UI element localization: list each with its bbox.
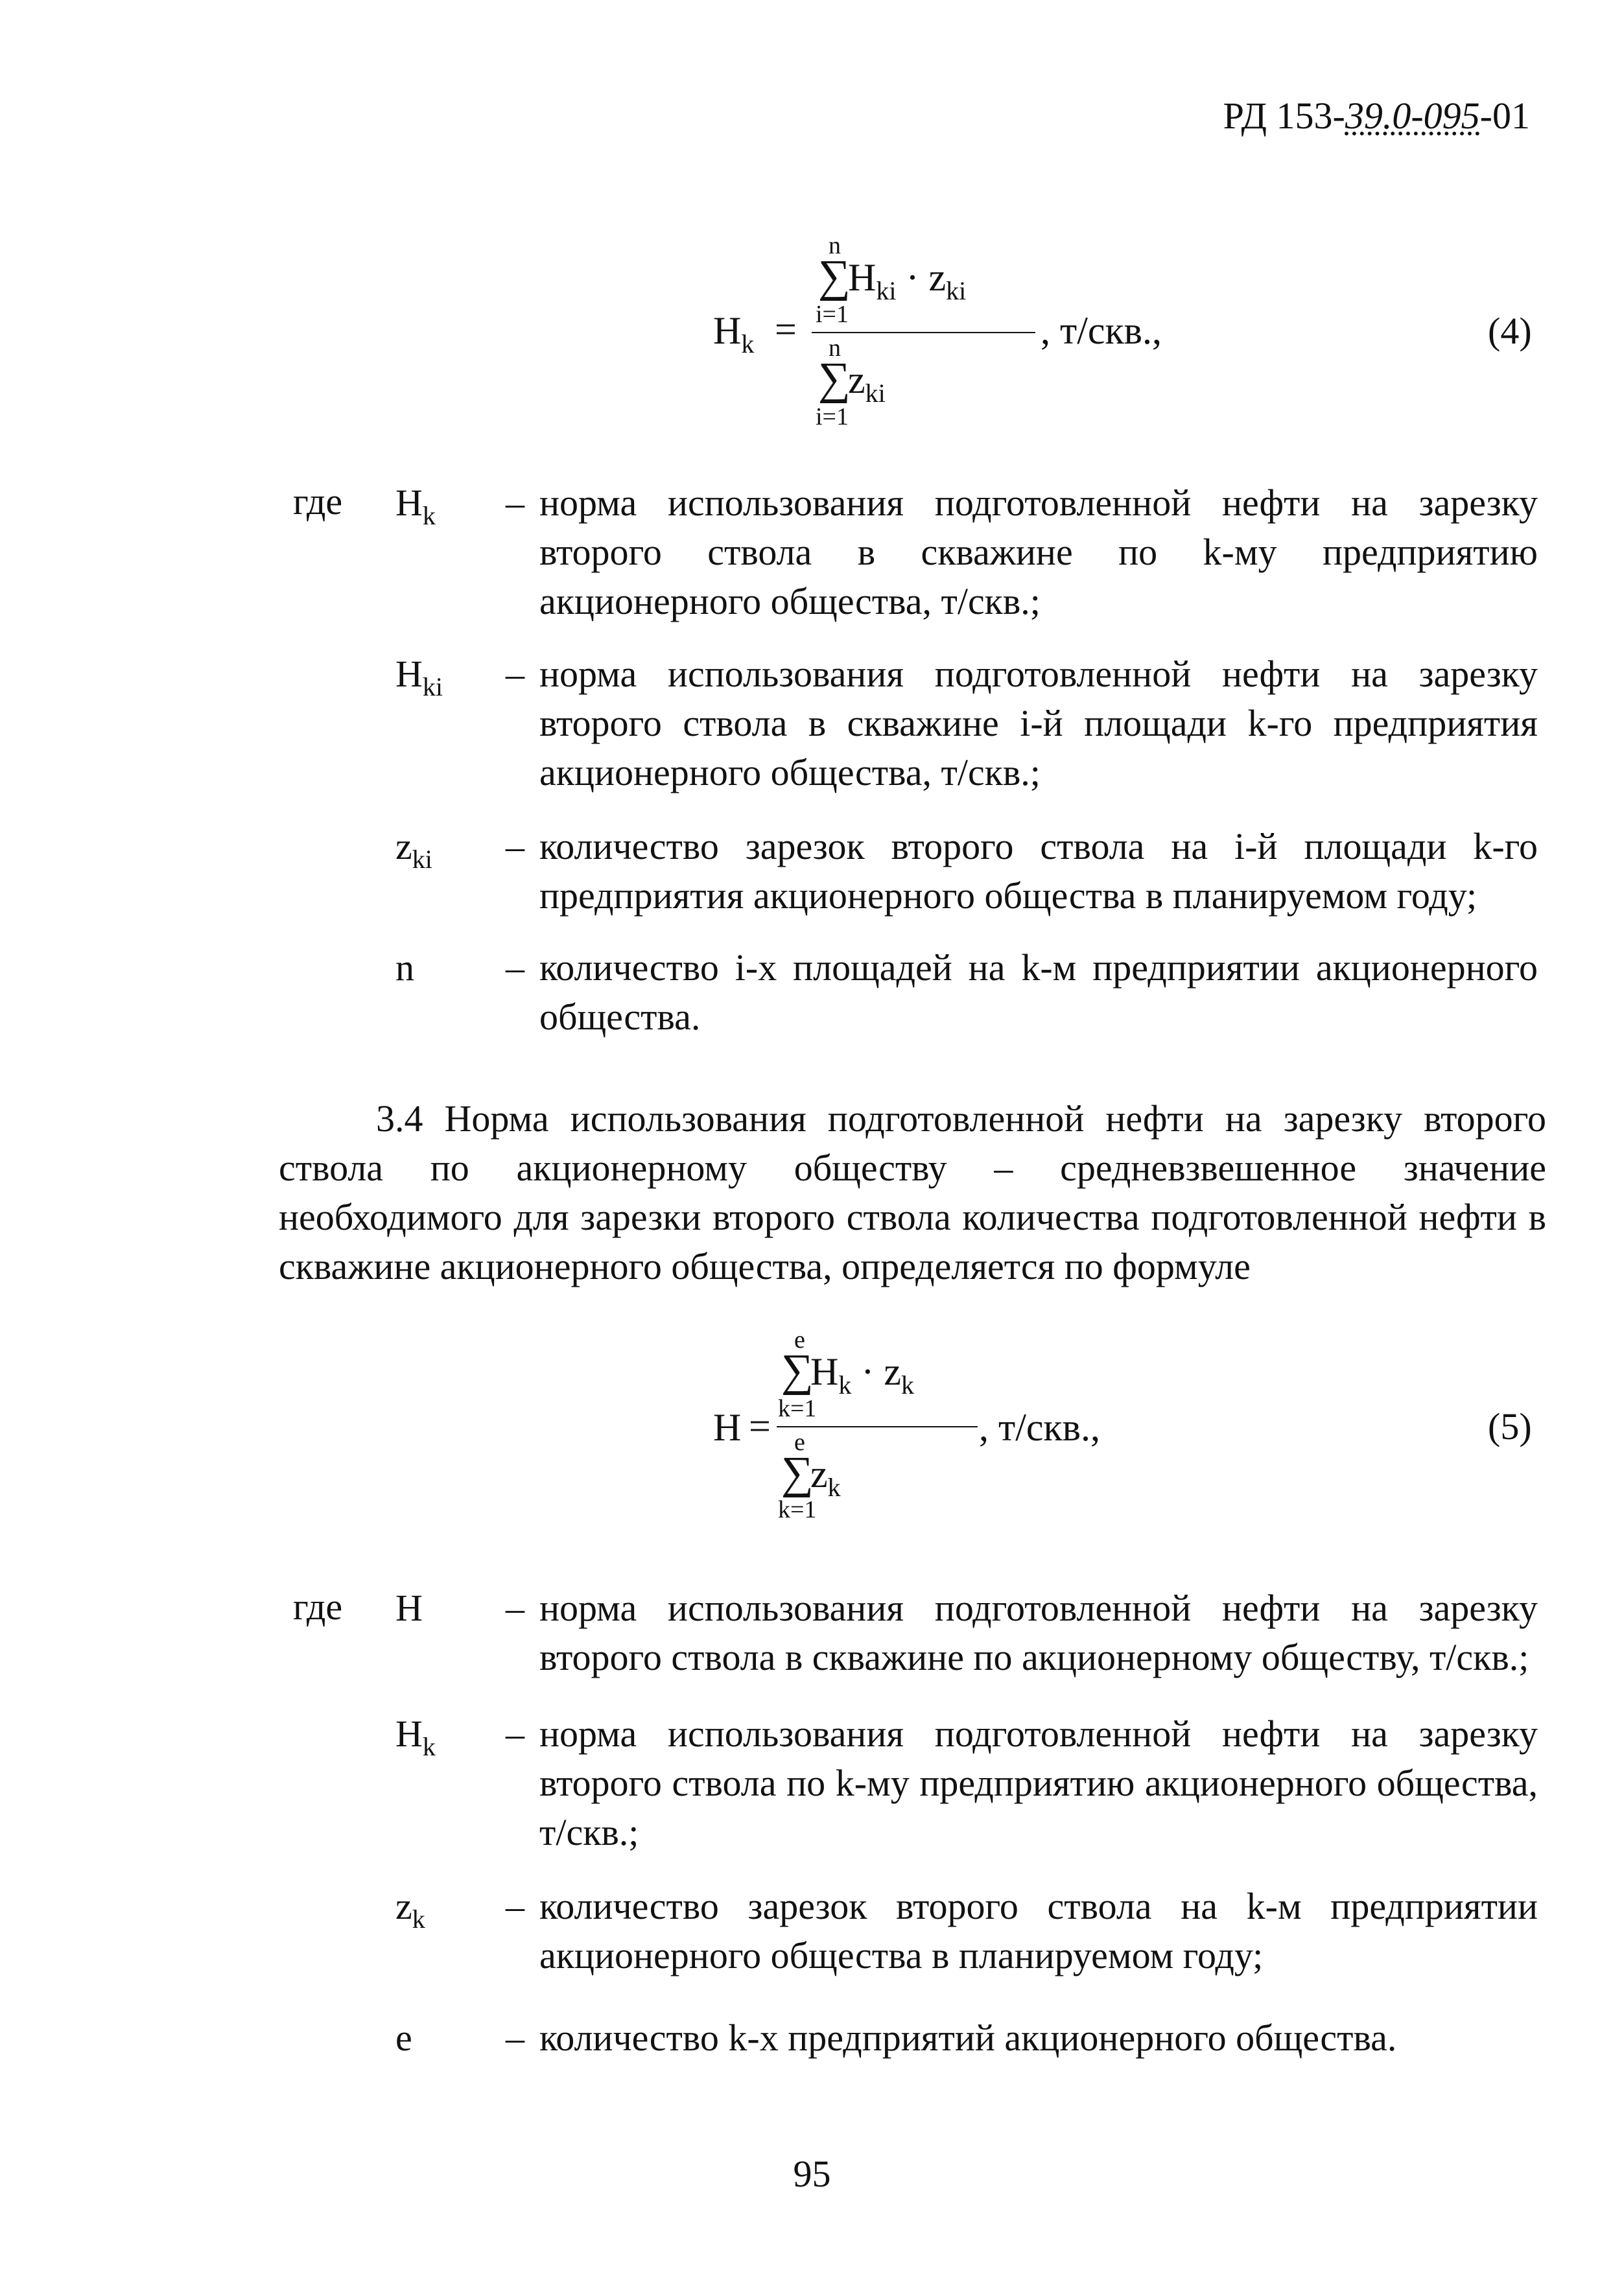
formula-4-unit: , т/скв., [1041,309,1162,352]
formula-5-den-lower-limit: k=1 [778,1496,817,1523]
formula-4-lhs: $H_k$ [713,309,755,358]
formula-5-num-sigma: ∑ [781,1346,814,1396]
definition-dash: – [506,482,524,524]
formula-5 [700,1309,1154,1523]
formula-5-equals: = [749,1405,771,1448]
formula-4-num-sigma: ∑ [818,252,851,301]
definition-text: норма использования подготовленной нефти на зарезку второго ствола в скважине i-й площади k-го предприятия акционерного общества, т/скв.; [539,653,1538,793]
definition-dash: – [506,1587,524,1629]
definition-text: норма использования подготовленной нефти на зарезку второго ствола в скважине по k-му предприятию акционерного общества, т/скв.; [539,482,1538,622]
paragraph-3-4: 3.4 Норма использования подготовленной нефти на зарезку второго ствола по акционерному обществу – средневзвешенное значение необходимого для зарезки второго ствола количества подготовленной нефти в скважине акционерного общества, определяется по формуле [279,1097,1546,1287]
formula-5-denominator: $z_k$ [810,1453,841,1502]
formula-4-numerator: $H_{ki} \cdot z_{ki}$ [848,256,967,305]
definition-dash: – [506,946,524,989]
definition-dash: – [506,825,524,867]
document-code [1076,97,1530,135]
formula-4-den-upper-limit: n [829,334,841,362]
definition-symbol: $H_k$ [395,482,436,530]
where-label-1: где [293,480,343,522]
document-code-suffix: -01 [1479,95,1530,137]
formula-5-den-upper-limit: e [794,1429,805,1456]
document-code-prefix: РД 153- [1223,95,1345,137]
formula-4-num-lower-limit: i=1 [816,301,849,328]
definition-symbol: $z_k$ [395,1885,425,1934]
formula-5-den-sigma: ∑ [781,1448,814,1498]
definition-dash: – [506,1713,524,1755]
formula-5-num-upper-limit: e [794,1326,805,1354]
where-label-2: где [293,1586,343,1628]
definition-text: количество k-х предприятий акционерного общества. [539,2017,1397,2059]
definition-symbol: $H_k$ [395,1713,436,1761]
formula-4-denominator: $z_{ki}$ [848,358,886,408]
page-number: 95 [793,2153,831,2195]
formula-5-numerator: $H_k \cdot z_k$ [810,1350,914,1400]
definition-text: количество i-х площадей на k-м предприятии акционерного общества. [539,946,1538,1038]
formula-5-fraction-bar [777,1426,978,1427]
definition-symbol: $z_{ki}$ [395,825,432,874]
formula-4-equals: = [775,308,797,351]
formula-5-lhs: H [713,1406,742,1449]
definition-symbol: $H_{ki}$ [395,653,443,701]
formula-4 [700,227,1162,441]
definition-text: норма использования подготовленной нефти на зарезку второго ствола в скважине по акционерному обществу, т/скв.; [539,1587,1538,1678]
document-code-handwritten: 39.0-095 [1345,95,1480,137]
definition-text: количество зарезок второго ствола на i-й площади k-го предприятия акционерного общества в планируемом году; [539,825,1538,917]
definition-symbol: n [395,946,414,989]
definition-dash: – [506,2017,524,2059]
definition-text: количество зарезок второго ствола на k-м предприятии акционерного общества в планируемом году; [539,1885,1538,1976]
formula-4-den-sigma: ∑ [818,354,851,404]
definition-symbol: e [395,2017,412,2059]
formula-5-unit: , т/скв., [979,1406,1101,1449]
formula-4-fraction-bar [812,332,1035,333]
equation-number-4: (4) [1488,310,1532,352]
definition-text: норма использования подготовленной нефти на зарезку второго ствола по k-му предприятию акционерного общества, т/скв.; [539,1713,1538,1853]
definition-symbol: H [395,1587,423,1629]
equation-number-5: (5) [1488,1405,1532,1448]
definition-dash: – [506,1885,524,1927]
formula-4-num-upper-limit: n [829,232,841,259]
formula-5-num-lower-limit: k=1 [778,1395,817,1422]
definition-dash: – [506,653,524,695]
formula-4-den-lower-limit: i=1 [816,403,849,430]
